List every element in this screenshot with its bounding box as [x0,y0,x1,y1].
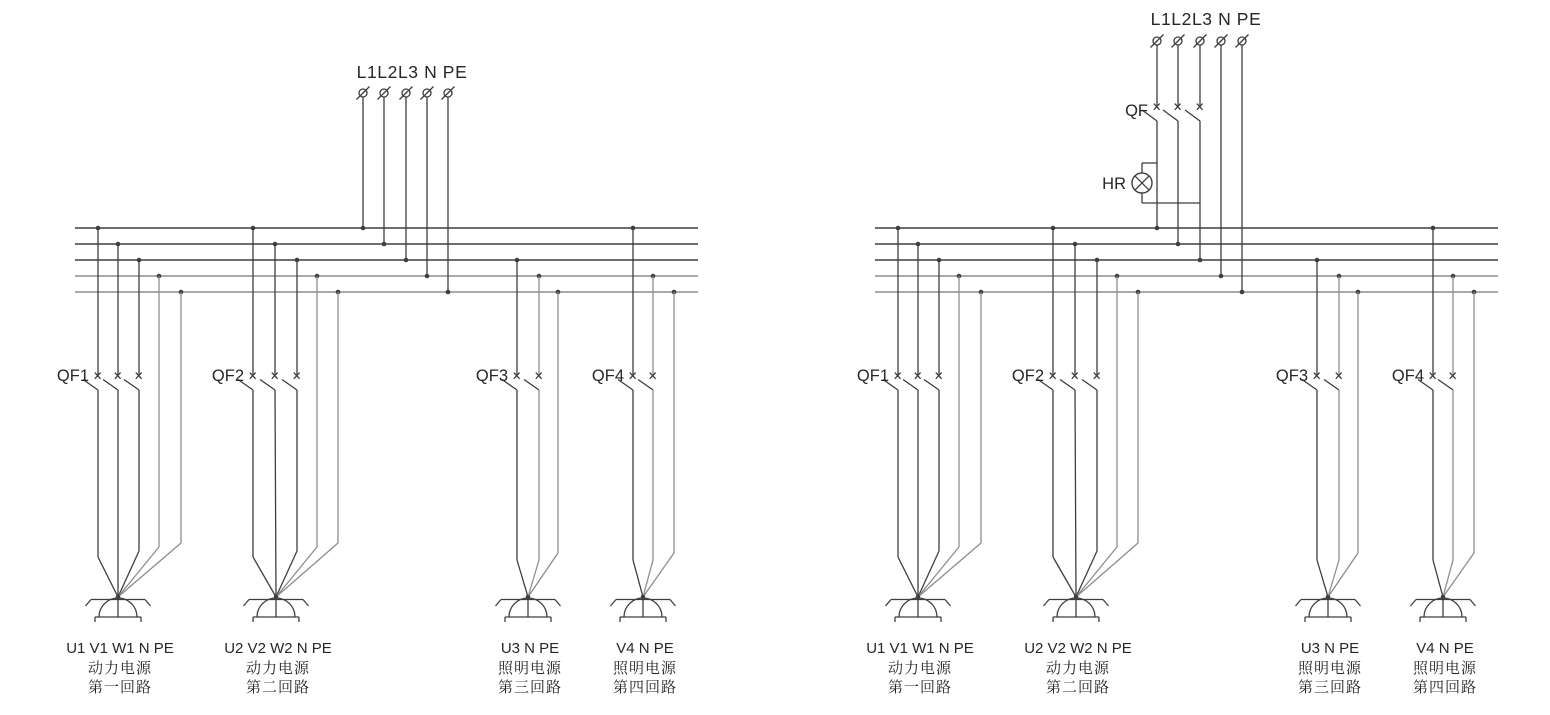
drop-wire [1443,560,1453,597]
breaker-blade [903,380,918,391]
breaker-blade [124,380,139,391]
breaker-blade [1185,110,1200,121]
branch-circuit-QF3-right [1276,258,1362,696]
source-type-label: 动力电源 [245,660,311,677]
indicator-lamp-branch [1102,163,1200,203]
breaker-label: QF3 [475,367,508,385]
breaker-label: QF2 [211,367,244,385]
lamp-label: HR [1102,175,1126,193]
breaker-label: QF1 [56,367,89,385]
cable-head-icon [1044,595,1109,622]
breaker-label: QF1 [856,367,889,385]
breaker-blade [1438,380,1453,391]
incoming-phase-label: L1L2L3 N PE [356,62,468,82]
source-type-label: 照明电源 [1412,660,1478,677]
junction-dot [446,290,451,295]
junction-dot [116,595,121,600]
source-type-label: 动力电源 [87,660,153,677]
junction-dot [382,242,387,247]
incoming-feeders [357,87,455,295]
breaker-blade [1082,380,1097,391]
branch-circuit-QF4-left [592,226,677,696]
gland-bar-tick [244,600,250,607]
loop-number-label: 第四回路 [612,679,678,696]
junction-dot [274,595,279,600]
junction-dot [404,258,409,263]
junction-dot [1326,595,1331,600]
junction-dot [526,595,531,600]
breaker-blade [282,380,297,391]
drop-wire [276,547,317,597]
breaker-blade [1060,380,1075,391]
drop-wire [643,560,653,597]
main-breaker-label: QF [1125,102,1148,120]
branch-circuit-QF4-right [1392,226,1477,696]
drop-wire [1053,557,1076,597]
cable-head-icon [886,595,951,622]
loop-number-label: 第二回路 [1045,679,1111,696]
loop-number-label: 第三回路 [1297,679,1363,696]
indicator-lamp-icon [1132,173,1152,193]
gland-bar-tick [1470,600,1476,607]
incoming-phase-label: L1L2L3 N PE [1150,9,1262,29]
drop-wire [1433,560,1443,597]
breaker-blade [1163,110,1178,121]
breaker-blade [524,380,539,391]
branch-circuit-QF1-left [57,226,183,696]
cable-head-icon [86,595,151,622]
gland-bar-tick [1355,600,1361,607]
breaker-label: QF4 [591,367,624,385]
junction-dot [425,274,430,279]
branch-circuit-QF2-left [212,226,340,696]
breaker-label: QF4 [1391,367,1424,385]
gland-bar-tick [86,600,92,607]
gland-bar-tick [145,600,151,607]
junction-dot [1176,242,1181,247]
junction-dot [361,226,366,231]
terminal-codes-label: U1 V1 W1 N PE [866,640,974,657]
junction-dot [1219,274,1224,279]
drop-wire [528,560,539,597]
loop-number-label: 第三回路 [497,679,563,696]
loop-number-label: 第二回路 [245,679,311,696]
gland-bar-tick [945,600,951,607]
terminal-codes-label: U3 N PE [1300,640,1360,657]
junction-dot [641,595,646,600]
junction-dot [1198,258,1203,263]
junction-dot [916,595,921,600]
panel-left [57,62,698,696]
drop-wire [98,557,118,597]
drop-wire [1328,553,1358,597]
gland-bar-tick [670,600,676,607]
gland-bar-tick [611,600,617,607]
gland-bar-tick [555,600,561,607]
drop-wire [275,390,276,597]
gland-bar-tick [496,600,502,607]
loop-number-label: 第四回路 [1412,679,1478,696]
terminal-codes-label: V4 N PE [1416,640,1474,657]
breaker-blade [103,380,118,391]
cable-head-icon [1411,595,1476,622]
drop-wire [1076,543,1138,597]
drop-wire [118,543,181,597]
terminal-codes-label: U1 V1 W1 N PE [66,640,174,657]
cable-head-icon [1296,595,1361,622]
branch-circuit-QF1-right [857,226,983,696]
drop-wire [528,553,558,597]
terminal-codes-label: U2 V2 W2 N PE [224,640,332,657]
breaker-blade [260,380,275,391]
cable-head-icon [496,595,561,622]
gland-bar-tick [1044,600,1050,607]
gland-bar-tick [1296,600,1302,607]
junction-dot [1240,290,1245,295]
drop-wire [918,551,939,597]
drop-wire [276,543,338,597]
source-type-label: 动力电源 [1045,660,1111,677]
drop-wire [118,547,159,597]
terminal-codes-label: V4 N PE [616,640,674,657]
breaker-blade [924,380,939,391]
drop-wire [118,551,139,597]
terminal-codes-label: U2 V2 W2 N PE [1024,640,1132,657]
breaker-label: QF2 [1011,367,1044,385]
cable-head-icon [244,595,309,622]
gland-bar-tick [303,600,309,607]
busbar-group [875,228,1498,292]
source-type-label: 照明电源 [612,660,678,677]
drop-wire [253,557,276,597]
branch-circuit-QF3-left [476,258,562,696]
loop-number-label: 第一回路 [87,679,153,696]
incoming-feeders [1142,35,1249,295]
gland-bar-tick [886,600,892,607]
source-type-label: 照明电源 [1297,660,1363,677]
drop-wire [1075,390,1076,597]
gland-bar-tick [1411,600,1417,607]
cable-head-icon [611,595,676,622]
source-type-label: 动力电源 [887,660,953,677]
drop-wire [918,547,959,597]
gland-bar-tick [1103,600,1109,607]
breaker-blade [638,380,653,391]
breaker-label: QF3 [1275,367,1308,385]
junction-dot [1155,226,1160,231]
drop-wire [1328,560,1339,597]
drop-wire [918,543,981,597]
breaker-blade [1324,380,1339,391]
branch-circuit-QF2-right [1012,226,1140,696]
terminal-codes-label: U3 N PE [500,640,560,657]
junction-dot [1074,595,1079,600]
drop-wire [1076,547,1117,597]
source-type-label: 照明电源 [497,660,563,677]
drop-wire [1076,551,1097,597]
drop-wire [898,557,918,597]
drop-wire [633,560,643,597]
drop-wire [643,553,674,597]
drop-wire [1317,560,1328,597]
drop-wire [276,551,297,597]
panel-right [857,9,1498,696]
junction-dot [1441,595,1446,600]
drop-wire [1443,553,1474,597]
busbar-group [75,228,698,292]
loop-number-label: 第一回路 [887,679,953,696]
drop-wire [517,560,528,597]
